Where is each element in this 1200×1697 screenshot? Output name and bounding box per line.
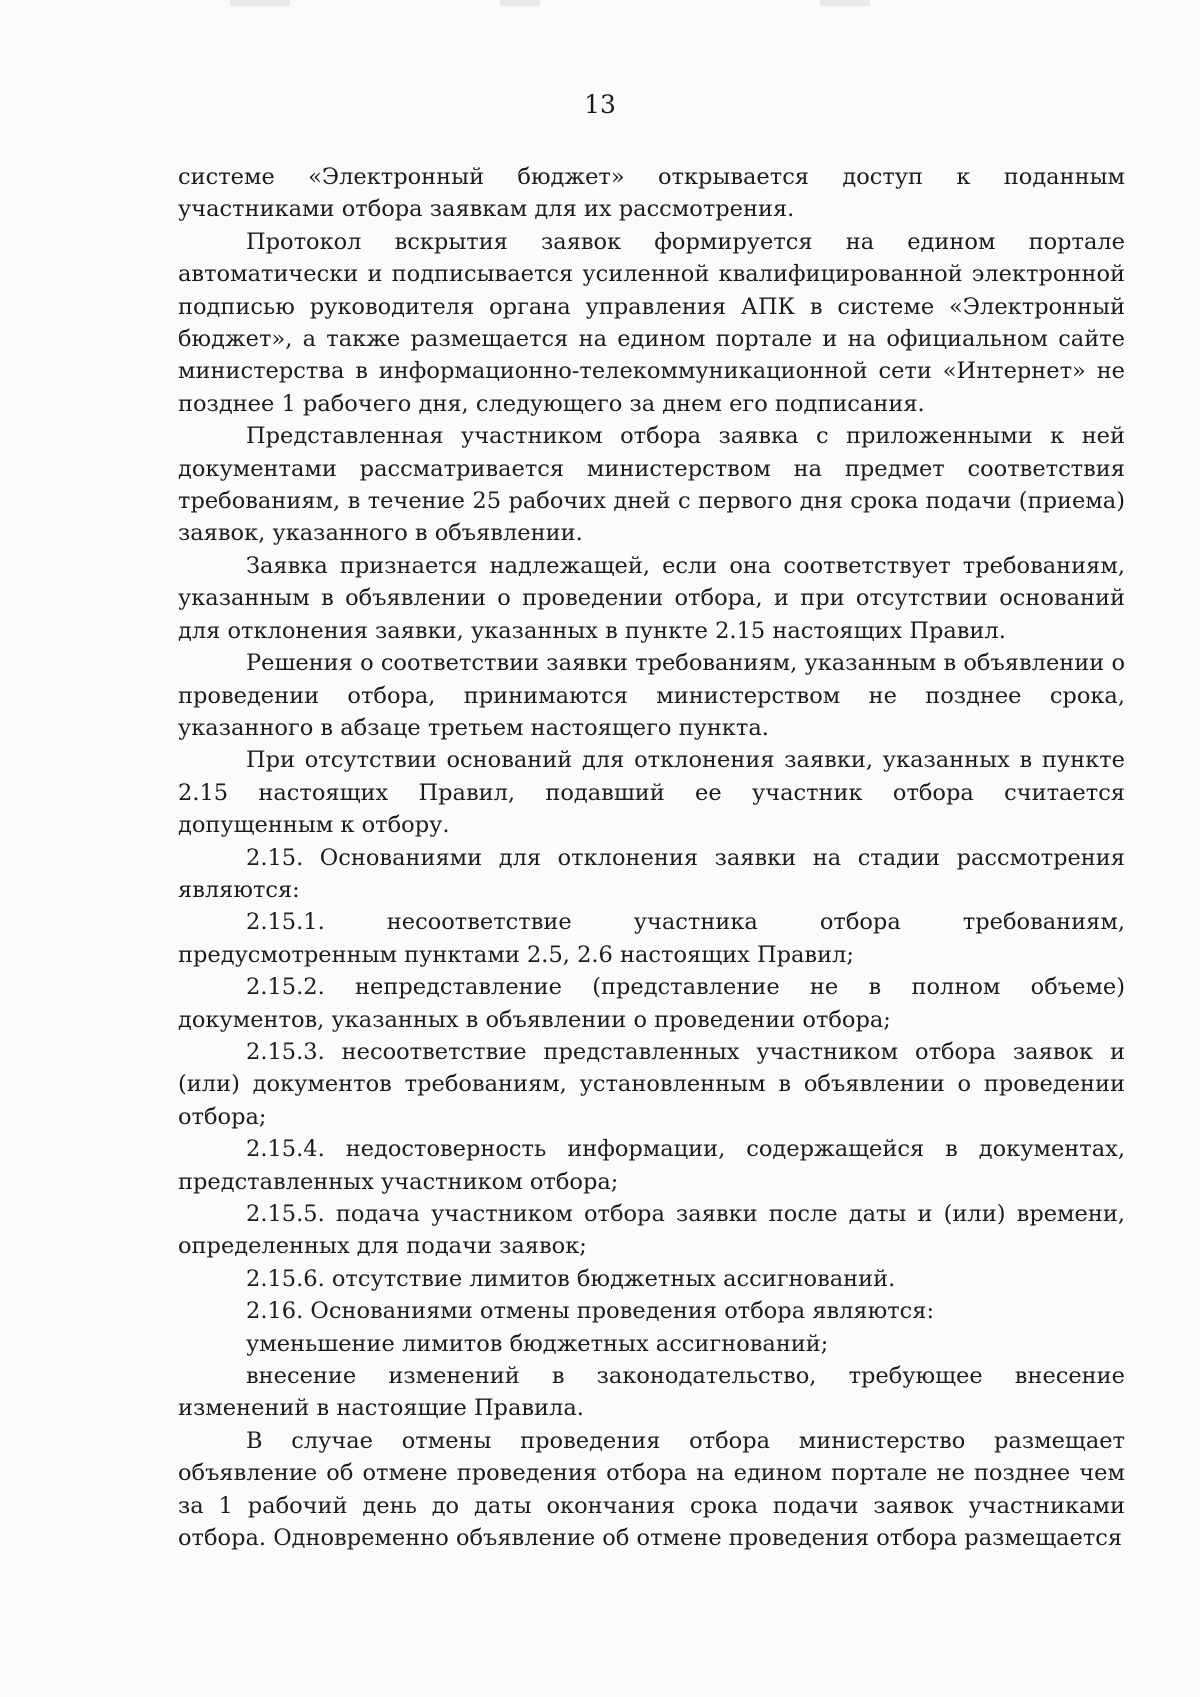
section-heading-2-16: 2.16. Основаниями отмены проведения отбора являются: bbox=[246, 1298, 935, 1325]
page-number: 13 bbox=[584, 90, 616, 119]
paragraph: В случае отмены проведения отбора министерство размещает объявление об отмене проведения отбора на едином портале не позднее чем за 1 рабочий день до даты окончания срока подачи заявок участниками отбора. Одновременно объявление об отмене проведения отбора размещается bbox=[178, 1427, 1125, 1552]
scan-artifact bbox=[820, 0, 870, 6]
scan-artifact bbox=[500, 0, 540, 6]
section-heading-2-15: 2.15. Основаниями для отклонения заявки на стадии рассмотрения являются: bbox=[178, 844, 1125, 903]
list-item: 2.15.4. недостоверность информации, содержащейся в документах, представленных участником отбора; bbox=[178, 1136, 1125, 1195]
paragraph: Представленная участником отбора заявка с приложенными к ней документами рассматривается министерством на предмет соответствия требованиям, в течение 25 рабочих дней с первого дня срока подачи (приема) заявок, указанного в объявлении. bbox=[178, 423, 1125, 547]
document-body bbox=[178, 161, 1125, 1554]
paragraph: Заявка признается надлежащей, если она соответствует требованиям, указанным в объявлении о проведении отбора, и при отсутствии оснований для отклонения заявки, указанных в пункте 2.15 настоящих Правил. bbox=[178, 552, 1125, 644]
list-item: 2.15.3. несоответствие представленных участником отбора заявок и (или) документов требованиям, установленным в объявлении о проведении отбора; bbox=[178, 1038, 1125, 1130]
paragraph: Протокол вскрытия заявок формируется на едином портале автоматически и подписывается усиленной квалифицированной электронной подписью руководителя органа управления АПК в системе «Электронный бюджет», а также размещается на едином портале и на официальном сайте министерства в информационно-телекоммуникационной сети «Интернет» не позднее 1 рабочего дня, следующего за днем его подписания. bbox=[178, 228, 1125, 417]
paragraph: Решения о соответствии заявки требованиям, указанным в объявлении о проведении отбора, принимаются министерством не позднее срока, указанного в абзаце третьем настоящего пункта. bbox=[178, 650, 1125, 741]
list-item: 2.15.6. отсутствие лимитов бюджетных ассигнований. bbox=[246, 1265, 896, 1292]
list-item: внесение изменений в законодательство, требующее внесение изменений в настоящие Правила. bbox=[178, 1363, 1125, 1422]
list-item: уменьшение лимитов бюджетных ассигнований; bbox=[246, 1330, 829, 1357]
list-item: 2.15.1. несоответствие участника отбора требованиям, предусмотренным пунктами 2.5, 2.6 настоящих Правил; bbox=[178, 909, 1125, 968]
paragraph: системе «Электронный бюджет» открывается доступ к поданным участниками отбора заявкам для их рассмотрения. bbox=[178, 164, 1125, 223]
paragraph: При отсутствии оснований для отклонения заявки, указанных в пункте 2.15 настоящих Правил, подавший ее участник отбора считается допущенным к отбору. bbox=[178, 747, 1125, 839]
scan-artifact bbox=[230, 0, 290, 6]
list-item: 2.15.2. непредставление (представление не в полном объеме) документов, указанных в объявлении о проведении отбора; bbox=[178, 974, 1125, 1033]
list-item: 2.15.5. подача участником отбора заявки после даты и (или) времени, определенных для подачи заявок; bbox=[178, 1201, 1125, 1260]
